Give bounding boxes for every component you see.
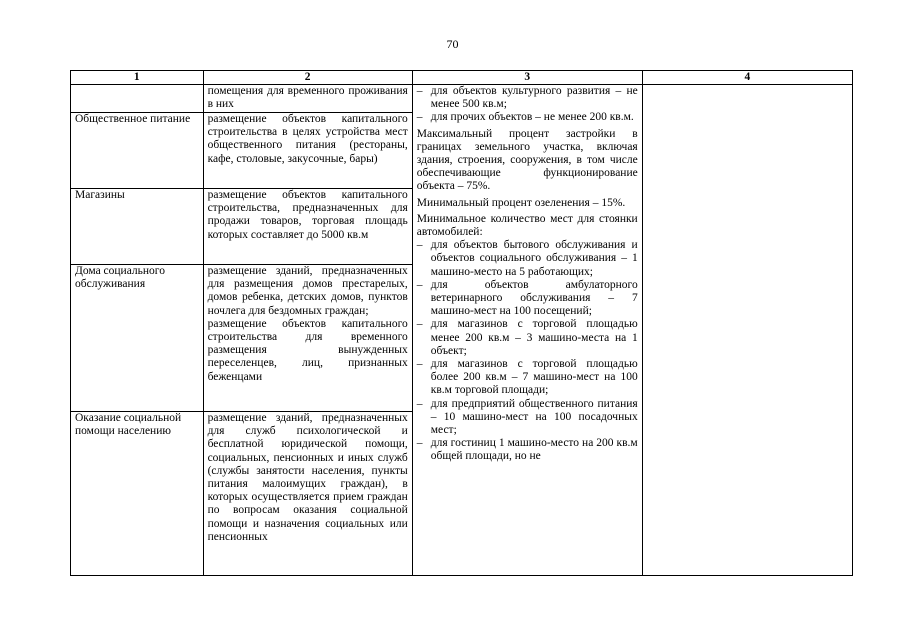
parameter-paragraph: Минимальное количество мест для стоянки автомобилей: <box>416 212 638 239</box>
table-header-row <box>71 71 853 85</box>
use-type-cell: Магазины <box>71 189 204 265</box>
column-header-3: 3 <box>412 71 642 85</box>
use-description-cell <box>203 113 412 189</box>
parameter-item: – для объектов культурного развития – не менее 500 кв.м; <box>417 85 638 111</box>
parameter-item: – для предприятий общественного питания – 10 машино-мест на 100 посадочных мест; <box>417 398 638 438</box>
description-text: помещения для временного проживания в них <box>207 85 408 111</box>
description-text: размещение объектов капитального строительства, предназначенных для продажи товаров, торговая площадь которых составляет до 5000 кв.м <box>207 189 408 241</box>
description-text: размещение объектов капитального строительства в целях устройства мест общественного питания (рестораны, кафе, столовые, закусочные, бары) <box>207 113 408 165</box>
column-header-2: 2 <box>203 71 412 85</box>
use-description-cell <box>203 189 412 265</box>
parameter-item: – для объектов бытового обслуживания и объектов социального обслуживания – 1 машино-место на 5 работающих; <box>417 239 638 279</box>
parameter-paragraph: Максимальный процент застройки в границах земельного участка, включая здания, строения, сооружения, в том числе обеспечивающие функционирование объекта – 75%. <box>416 127 638 193</box>
parameter-paragraph: Минимальный процент озеленения – 15%. <box>416 196 626 209</box>
use-description-cell <box>203 412 412 576</box>
parameter-item: – для гостиниц 1 машино-место на 200 кв.м общей площади, но не <box>417 437 638 463</box>
use-type-cell: Общественное питание <box>71 113 204 189</box>
parameters-cell <box>412 85 642 576</box>
parameter-item: – для магазинов с торговой площадью более 200 кв.м – 7 машино-мест на 100 кв.м торговой площади; <box>417 358 638 398</box>
use-description-cell <box>203 85 412 113</box>
column-header-1: 1 <box>71 71 204 85</box>
regulation-table <box>70 70 853 576</box>
parameter-item: – для магазинов с торговой площадью менее 200 кв.м – 3 машино-места на 1 объект; <box>417 318 638 358</box>
parameter-item: – для прочих объектов – не менее 200 кв.м. <box>417 111 638 124</box>
use-description-cell <box>203 265 412 412</box>
description-text: размещение зданий, предназначенных для служб психологической и бесплатной юридической помощи, социальных, пенсионных и иных служб (службы занятости населения, пункты питания малоимущих граждан), в которых осуществляется прием граждан по вопросам оказания социальной помощи и назначения социальных или пенсионных <box>207 412 408 543</box>
use-type-cell: Оказание социальной помощи населению <box>71 412 204 576</box>
use-type-cell: Дома социального обслуживания <box>71 265 204 412</box>
use-type-cell <box>71 85 204 113</box>
column-header-4: 4 <box>642 71 852 85</box>
page-number: 70 <box>446 37 459 51</box>
description-text: размещение объектов капитального строительства для временного размещения вынужденных переселенцев, лиц, признанных беженцами <box>207 317 408 383</box>
description-text: размещение зданий, предназначенных для размещения домов престарелых, домов ребенка, детских домов, пунктов ночлега для бездомных граждан; <box>207 265 408 317</box>
parameter-item: – для объектов амбулаторного ветеринарного обслуживания – 7 машино-мест на 100 посещений; <box>417 279 638 319</box>
notes-cell <box>642 85 852 576</box>
table-row <box>71 85 853 113</box>
